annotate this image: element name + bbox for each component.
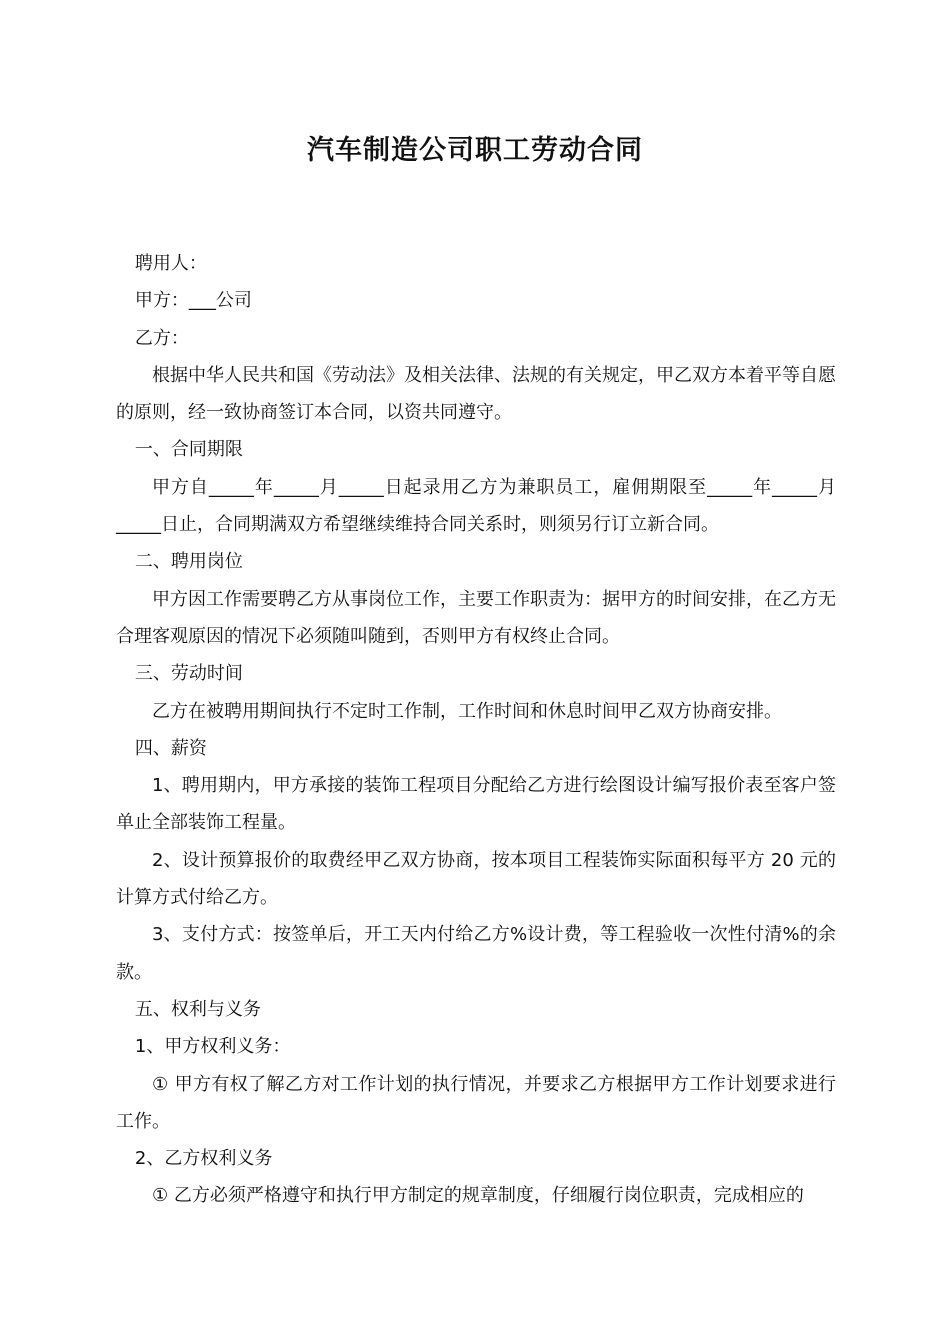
working-time-paragraph: 乙方在被聘用期间执行不定时工作制，工作时间和休息时间甲乙双方协商安排。 [152,700,782,722]
salary-item-2: 2、设计预算报价的取费经甲乙双方协商，按本项目工程装饰实际面积每平方 20 元的计算方式付给乙方。 [116,849,836,909]
term-paragraph: 甲方自_____年_____月_____日起录用乙方为兼职员工，雇佣期限至_____年_____月_____日止，合同期满双方希望继续维持合同关系时，则须另行订立新合同。 [116,476,836,536]
salary-item-3: 3、支付方式：按签单后，开工天内付给乙方%设计费，等工程验收一次性付清%的余款。 [116,924,836,983]
employer-line: 聘用人： [134,253,207,274]
document-title: 汽车制造公司职工劳动合同 [307,135,643,166]
preamble-paragraph: 根据中华人民共和国《劳动法》及相关法律、法规的有关规定，甲乙双方本着平等自愿的原则，经一致协商签订本合同，以资共同遵守。 [116,364,836,424]
party-a-rights-item-1: ① 甲方有权了解乙方对工作计划的执行情况，并要求乙方根据甲方工作计划要求进行工作。 [116,1073,836,1132]
party-a-rights-heading: 1、甲方权利义务： [134,1036,291,1058]
section-heading-position: 二、聘用岗位 [134,551,243,573]
party-b-rights-heading: 2、乙方权利义务 [134,1148,273,1170]
party-b-line: 乙方： [134,327,189,349]
section-heading-term: 一、合同期限 [134,439,243,461]
position-paragraph: 甲方因工作需要聘乙方从事岗位工作，主要工作职责为：据甲方的时间安排，在乙方无合理客观原因的情况下必须随叫随到，否则甲方有权终止合同。 [116,588,836,647]
section-heading-salary: 四、薪资 [134,737,207,759]
party-b-rights-item-1: ① 乙方必须严格遵守和执行甲方制定的规章制度，仔细履行岗位职责，完成相应的 [152,1185,804,1207]
salary-item-1: 1、聘用期内，甲方承接的装饰工程项目分配给乙方进行绘图设计编写报价表至客户签单止全部装饰工程量。 [116,775,836,834]
document-body [116,245,836,1215]
party-a-line: 甲方：___公司 [134,290,252,312]
section-heading-working-time: 三、劳动时间 [134,663,243,685]
section-heading-rights: 五、权利与义务 [134,998,261,1020]
